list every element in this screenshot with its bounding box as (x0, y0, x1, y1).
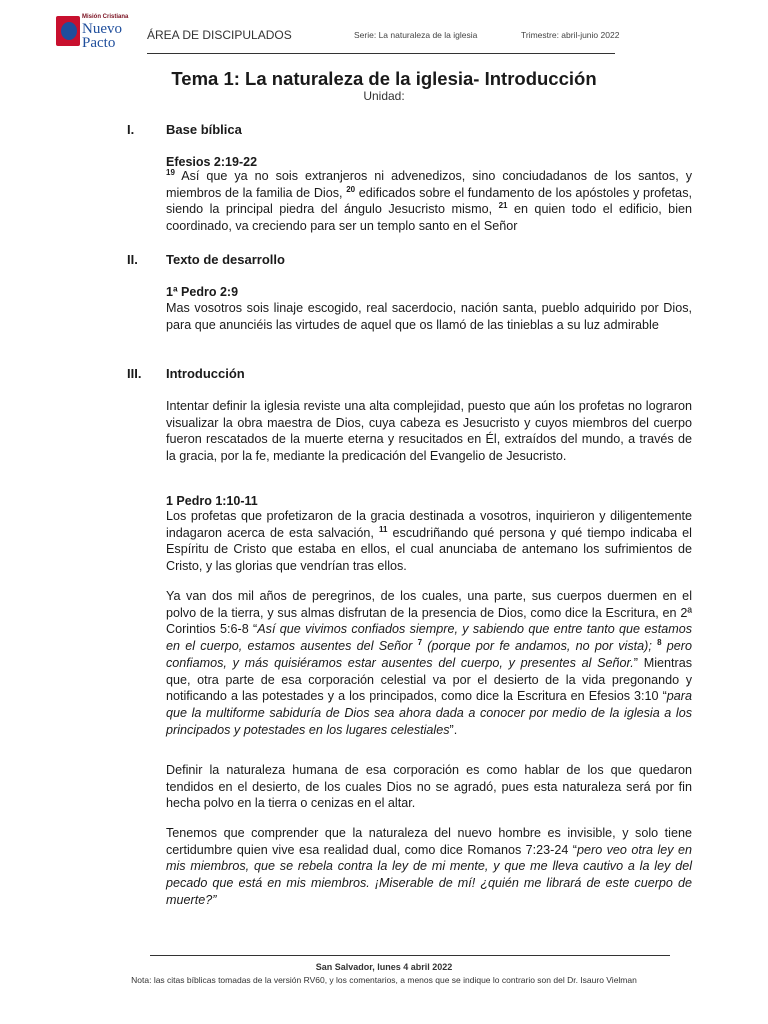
intro-reference: 1 Pedro 1:10-11 (166, 494, 258, 508)
paragraph-text: ”. (449, 722, 458, 737)
paragraph-text: Ya van dos mil años de peregrinos, de los cuales, una parte, sus cuerpos duermen en el polvo de la tierra, y sus almas disfrutan de la presencia de Dios, como dice la Escritura, en 2ª Corintios 5:6-8 “ (166, 589, 692, 637)
ministry-logo (56, 14, 134, 54)
section-2-number: II. (127, 252, 138, 267)
unit-label: Unidad: (363, 89, 405, 103)
quoted-scripture: Así que vivimos confiados siempre, y sabiendo que entre tanto que estamos en el cuerpo, estamos ausentes del Señor (166, 622, 692, 654)
footer-divider (150, 955, 670, 956)
logo-emblem-icon (56, 16, 80, 46)
intro-paragraph-3 (166, 588, 692, 738)
verse-number: 20 (346, 184, 356, 194)
logo-top-text: Misión Cristiana (82, 14, 129, 20)
section-1-reference: Efesios 2:19-22 (166, 155, 258, 169)
page-header (0, 0, 768, 58)
section-1-passage (166, 168, 692, 235)
verse-number: 21 (498, 201, 508, 211)
paragraph-text: Tenemos que comprender que la naturaleza del nuevo hombre es invisible, y solo tiene certidumbre quien vive esa realidad dual, como dice Romanos 7:23-24 “ (166, 826, 692, 857)
trimester-label: Trimestre: abril-junio 2022 (521, 30, 620, 40)
quoted-scripture: pero confiamos, y más quisiéramos estar ausentes del cuerpo, y presentes al Señor. (166, 639, 692, 670)
intro-paragraph-1: Intentar definir la iglesia reviste una alta complejidad, puesto que aún los profetas no lograron visualizar la obra maestra de Dios, cuya cabeza es Jesucristo y cuyos miembros del cuerpo fueron rescatados de la muerte eterna y resucitados en Él, extraídos del mundo, a través de la gracia, por la fe, mediante la predicación del Evangelio de Jesucristo. (166, 399, 692, 464)
verse-number: 8 (657, 637, 662, 647)
footer-note: Nota: las citas bíblicas tomadas de la versión RV60, y los comentarios, a menos que se indique lo contrario son del Dr. Isauro Vielman (131, 975, 637, 985)
quoted-scripture: (porque por fe andamos, no por vista); (422, 639, 658, 654)
paragraph-text: ” Mientras que, otra parte de esa corporación celestial va por el desierto de la vida pregonando y notificando a las potestades y a los principados, como dice la Escritura en Efesios 3:10 “ (166, 655, 693, 704)
verse-number: 7 (417, 637, 423, 647)
section-2-passage: Mas vosotros sois linaje escogido, real sacerdocio, nación santa, pueblo adquirido por Dios, para que anunciéis las virtudes de aquel que os llamó de las tinieblas a su luz admirable (166, 301, 692, 332)
verse-number: 19 (166, 167, 175, 177)
series-label: Serie: La naturaleza de la iglesia (354, 30, 478, 40)
verse-number: 11 (378, 524, 388, 534)
verse-text: edificados sobre el fundamento de los apóstoles y profetas, siendo la principal piedra del ángulo Jesucristo mismo, (166, 185, 692, 217)
quoted-scripture: pero veo otra ley en mis miembros, que se rebela contra la ley de mi mente, y que me lleva cautivo a la ley del pecado que está en mis miembros. ¡Miserable de mí! ¿quién me librará de este cuerpo de muerte?” (166, 842, 692, 907)
intro-paragraph-2 (166, 508, 692, 575)
section-2-reference: 1ª Pedro 2:9 (166, 285, 239, 299)
section-2-title: Texto de desarrollo (166, 252, 285, 267)
footer-date: San Salvador, lunes 4 abril 2022 (315, 962, 453, 972)
verse-text: en quien todo el edificio, bien coordinado, va creciendo para ser un templo santo en el Señor (166, 202, 692, 234)
section-1-number: I. (127, 122, 135, 137)
logo-word-1: Nuevo (82, 21, 122, 37)
section-3-number: III. (127, 366, 142, 381)
passage-text: Los profetas que profetizaron de la gracia destinada a vosotros, inquirieron y diligentemente indagaron acerca de esta salvación, (166, 509, 692, 540)
logo-word-2: Pacto (82, 35, 116, 51)
section-3-title: Introducción (166, 366, 245, 381)
section-1-title: Base bíblica (166, 122, 242, 137)
header-divider (147, 53, 615, 54)
area-label: ÁREA DE DISCIPULADOS (147, 28, 292, 42)
quoted-scripture: para que la multiforme sabiduría de Dios sea ahora dada a conocer por medio de la iglesia a los principados y potestades en los lugares celestiales (166, 689, 692, 737)
page-title: Tema 1: La naturaleza de la iglesia- Introducción (171, 68, 597, 89)
intro-paragraph-4: Definir la naturaleza humana de esa corporación es como hablar de los que quedaron tendidos en el desierto, de los cuales Dios no se agradó, pues esta naturaleza será por fin hecha polvo en la tierra o cenizas en el altar. (166, 763, 692, 811)
verse-text: Así que ya no sois extranjeros ni advenedizos, sino conciudadanos de los santos, y miembros de la familia de Dios, (166, 169, 692, 200)
passage-text: escudriñando qué persona y qué tiempo indicaba el Espíritu de Cristo que estaba en ellos, el cual anunciaba de antemano los sufrimientos de Cristo, y las glorias que vendrían tras ellos. (166, 525, 692, 574)
intro-paragraph-5 (166, 825, 692, 909)
